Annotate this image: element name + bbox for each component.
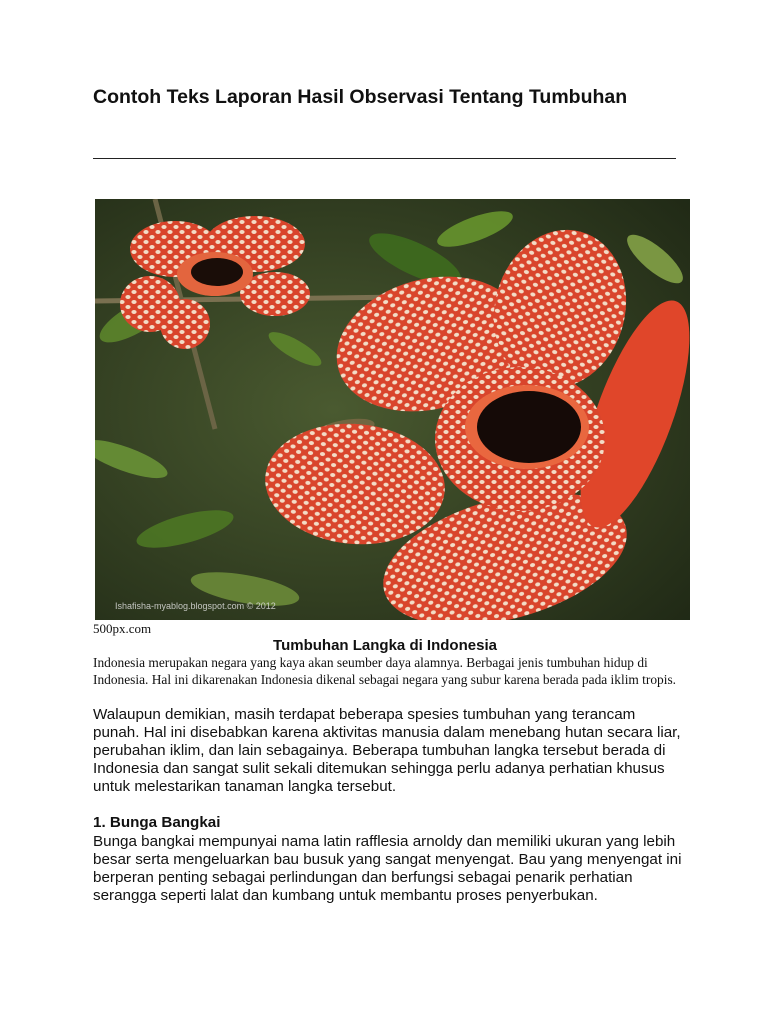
title-divider bbox=[93, 158, 676, 159]
item-heading: 1. Bunga Bangkai bbox=[93, 814, 221, 831]
image-caption: 500px.com bbox=[93, 621, 152, 636]
document-title: Contoh Teks Laporan Hasil Observasi Tentang Tumbuhan bbox=[93, 86, 628, 108]
section-heading: Tumbuhan Langka di Indonesia bbox=[273, 637, 497, 654]
item-paragraph: Bunga bangkai mempunyai nama latin rafflesia arnoldy dan memiliki ukuran yang lebih besar serta mengeluarkan bau busuk yang sangat menyengat. Bau yang menyengat ini berperan penting sebagai perlindungan dan berfungsi sebagai penarik perhatian serangga seperti lalat dan kumbang untuk membantu proses penyerbukan. bbox=[93, 833, 682, 904]
body-paragraph: Walaupun demikian, masih terdapat beberapa spesies tumbuhan yang terancam punah. Hal ini disebabkan karena aktivitas manusia dalam menebang hutan secara liar, perubahan iklim, dan lain sebagainya. Beberapa tumbuhan langka tersebut berada di Indonesia dan sangat sulit sekali ditemukan sehingga perlu adanya perhatian khusus untuk melestarikan tanaman langka tersebut. bbox=[93, 706, 681, 795]
intro-paragraph: Indonesia merupakan negara yang kaya akan seumber daya alamnya. Berbagai jenis tumbuhan hidup di Indonesia. Hal ini dikarenakan Indonesia dikenal sebagai negara yang subur karena berada pada iklim tropis. bbox=[93, 655, 677, 687]
rafflesia-photo bbox=[95, 199, 690, 620]
photo-watermark: Ishafisha-myablog.blogspot.com © 2012 bbox=[115, 601, 276, 611]
